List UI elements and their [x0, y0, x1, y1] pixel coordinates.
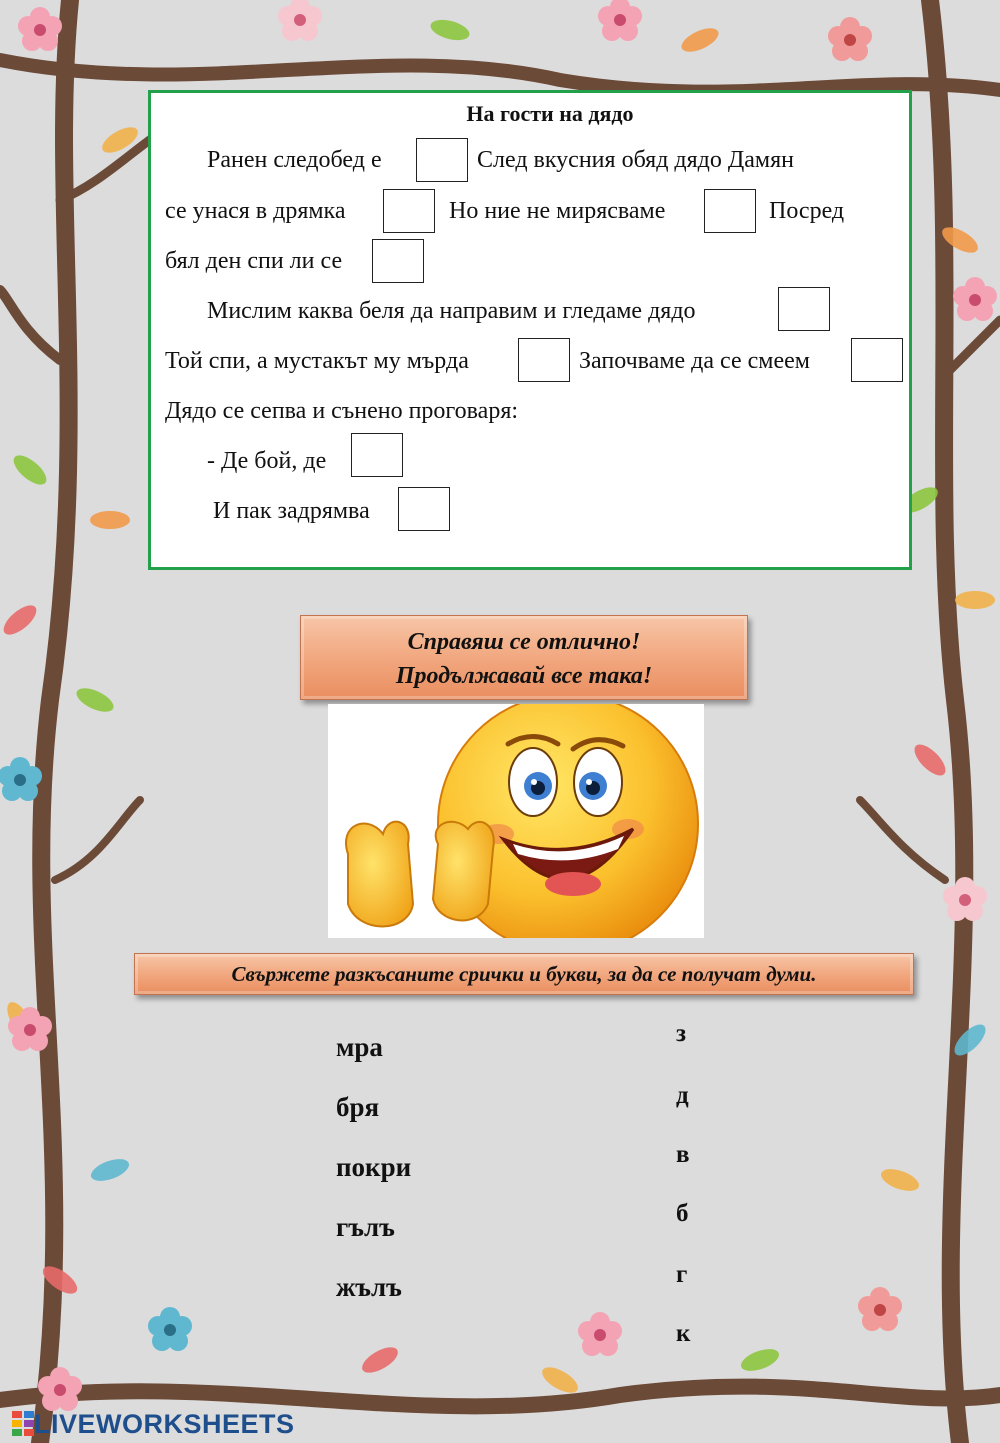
story-title: На гости на дядо — [466, 101, 634, 126]
story-line-11: - Де бой, де — [207, 448, 327, 474]
story-line-5: Посред — [769, 198, 845, 224]
answer-box-6[interactable] — [518, 338, 570, 382]
syllable-2[interactable]: бря — [336, 1092, 380, 1122]
answer-box-4[interactable] — [372, 239, 424, 283]
logo-blocks-icon — [12, 1411, 34, 1437]
story-line-4: Но ние не мирясваме — [449, 198, 666, 224]
story-line-9: Започваме да се смеем — [579, 348, 810, 374]
praise-line-2: Продължавай все така! — [395, 663, 653, 689]
praise-banner — [300, 615, 748, 700]
syllable-1[interactable]: мра — [336, 1032, 383, 1062]
letter-2[interactable]: д — [676, 1082, 689, 1109]
letter-3[interactable]: в — [676, 1141, 690, 1168]
answer-box-3[interactable] — [704, 189, 756, 233]
answer-box-7[interactable] — [851, 338, 903, 382]
liveworksheets-logo — [12, 1406, 295, 1442]
story-line-12: И пак задрямва — [213, 498, 370, 524]
story-box — [148, 90, 912, 570]
syllable-4[interactable]: гълъ — [336, 1212, 395, 1242]
letter-1[interactable]: з — [676, 1020, 687, 1047]
answer-box-8[interactable] — [351, 433, 403, 477]
praise-line-1: Справяш се отлично! — [407, 629, 641, 655]
logo-text: LIVEWORKSHEETS — [34, 1408, 295, 1439]
story-line-2: След вкусния обяд дядо Дамян — [477, 147, 794, 173]
answer-box-1[interactable] — [416, 138, 468, 182]
instruction-banner: Свържете разкъсаните срички и букви, за да се получат думи. — [134, 953, 914, 995]
letter-5[interactable]: г — [676, 1261, 688, 1288]
syllable-5[interactable]: жълъ — [336, 1272, 402, 1302]
answer-box-2[interactable] — [383, 189, 435, 233]
smiley-icon — [328, 704, 704, 938]
story-line-6: бял ден спи ли се — [165, 248, 343, 274]
letter-6[interactable]: к — [676, 1320, 691, 1347]
syllable-3[interactable]: покри — [336, 1152, 412, 1182]
answer-box-5[interactable] — [778, 287, 830, 331]
story-line-8: Той спи, а мустакът му мърда — [165, 348, 469, 374]
story-line-7: Мислим каква беля да направим и гледаме дядо — [207, 298, 696, 324]
story-line-3: се унася в дрямка — [165, 198, 346, 224]
smiley-illustration — [328, 704, 704, 938]
story-line-10: Дядо се сепва и сънено проговаря: — [165, 398, 519, 424]
letter-4[interactable]: б — [676, 1200, 689, 1227]
answer-box-9[interactable] — [398, 487, 450, 531]
story-line-1: Ранен следобед е — [207, 147, 382, 173]
